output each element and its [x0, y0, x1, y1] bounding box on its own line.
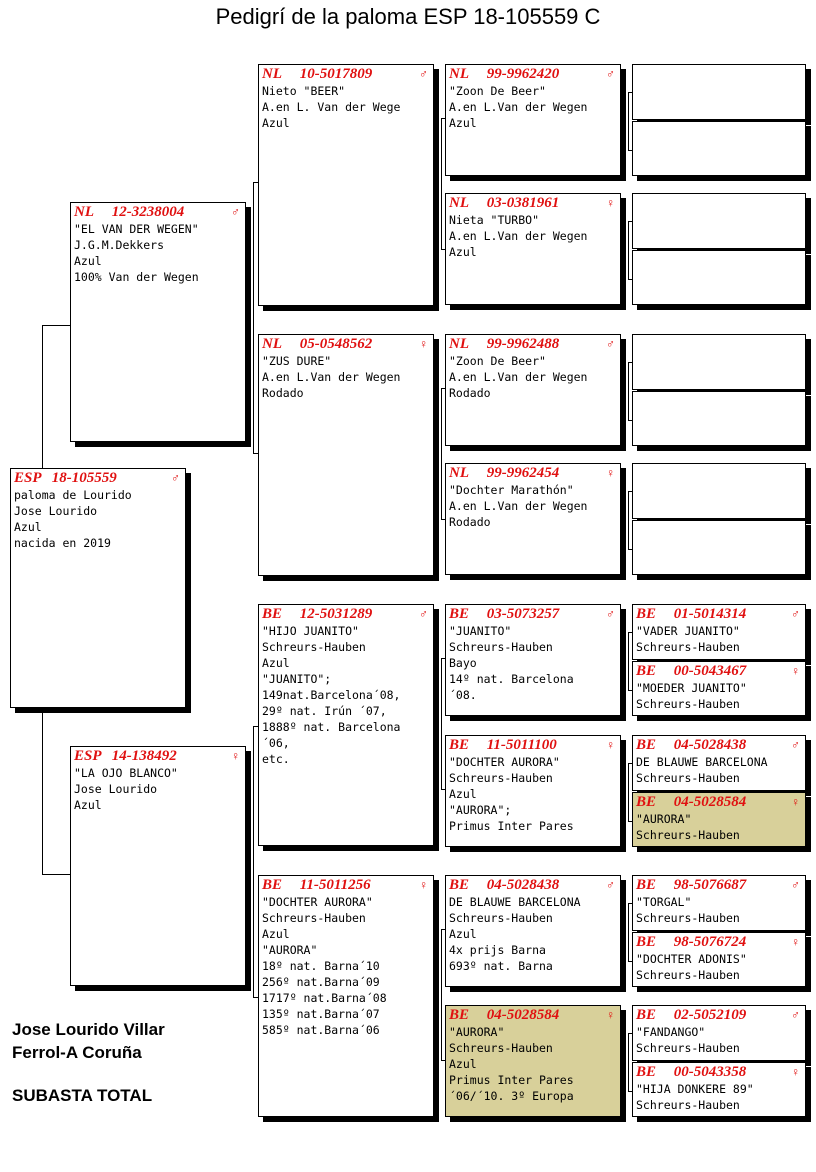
- ring-header: [636, 1007, 802, 1024]
- male-icon: ♂: [791, 878, 800, 892]
- ring-number: 04-5028438: [486, 877, 560, 893]
- pigeon-card-p8: [445, 193, 621, 305]
- male-icon: ♂: [171, 471, 180, 485]
- pigeon-card-p11: [445, 604, 621, 716]
- pigeon-detail-line: "DOCHTER AURORA": [449, 755, 560, 769]
- ring-header: [74, 748, 242, 765]
- pigeon-card-p4: [258, 334, 434, 576]
- pigeon-detail-line: "Zoon De Beer": [449, 84, 546, 98]
- ring-header: [262, 877, 430, 894]
- pigeon-detail-line: "AURORA": [262, 943, 318, 957]
- ring-header: [636, 794, 802, 811]
- ring-number: 99-9962488: [486, 336, 560, 352]
- empty-pigeon-card: [632, 391, 806, 446]
- male-icon: ♂: [419, 607, 428, 621]
- pigeon-detail-line: Schreurs-Hauben: [449, 1041, 553, 1055]
- pigeon-detail-line: A.en L.Van der Wegen: [262, 370, 401, 384]
- ring-number: 14-138492: [111, 748, 177, 764]
- pigeon-detail-line: A.en L.Van der Wegen: [449, 100, 588, 114]
- pigeon-detail-line: "AURORA": [636, 812, 692, 826]
- pigeon-detail-line: "DOCHTER AURORA": [262, 895, 373, 909]
- pigeon-detail-line: 18º nat. Barna´10: [262, 959, 380, 973]
- ring-header: [74, 204, 242, 221]
- country-code: NL: [262, 66, 282, 82]
- pigeon-card-p6: [258, 875, 434, 1117]
- pigeon-detail-line: "EL VAN DER WEGEN": [74, 222, 199, 236]
- female-icon: ♀: [606, 1008, 615, 1022]
- female-icon: ♀: [606, 466, 615, 480]
- ring-number: 98-5076724: [673, 934, 747, 950]
- pigeon-detail-line: Schreurs-Hauben: [636, 1041, 740, 1055]
- pigeon-detail-line: Schreurs-Hauben: [262, 640, 366, 654]
- pigeon-card-p28: [632, 932, 806, 987]
- ring-number: 99-9962454: [486, 465, 560, 481]
- pigeon-detail-line: Azul: [449, 1057, 477, 1071]
- pigeon-card-p14: [445, 1005, 621, 1117]
- pigeon-detail-line: "AURORA": [449, 1025, 505, 1039]
- pigeon-detail-line: ´06,: [262, 736, 290, 750]
- ring-header: [636, 737, 802, 754]
- pigeon-detail-line: 1717º nat.Barna´08: [262, 991, 387, 1005]
- country-code: NL: [262, 336, 282, 352]
- pigeon-detail-line: 4x prijs Barna: [449, 943, 546, 957]
- pigeon-detail-line: "JUANITO";: [262, 672, 332, 686]
- country-code: BE: [449, 877, 470, 893]
- ring-number: 03-5073257: [486, 606, 560, 622]
- pigeon-detail-line: Azul: [262, 116, 290, 130]
- female-icon: ♀: [606, 738, 615, 752]
- pigeon-card-p27: [632, 875, 806, 931]
- country-code: BE: [636, 737, 657, 753]
- ring-header: [449, 66, 617, 83]
- ring-header: [262, 606, 430, 623]
- pigeon-detail-line: A.en L. Van der Wege: [262, 100, 401, 114]
- country-code: BE: [262, 877, 283, 893]
- pigeon-detail-line: Schreurs-Hauben: [636, 697, 740, 711]
- female-icon: ♀: [419, 878, 428, 892]
- pigeon-detail-line: Rodado: [449, 386, 491, 400]
- pigeon-detail-line: Azul: [262, 927, 290, 941]
- female-icon: ♀: [791, 1065, 800, 1079]
- male-icon: ♂: [231, 205, 240, 219]
- pigeon-detail-line: Schreurs-Hauben: [636, 911, 740, 925]
- pigeon-card-p24: [632, 661, 806, 716]
- pigeon-detail-line: Rodado: [449, 515, 491, 529]
- pigeon-card-p30: [632, 1062, 806, 1117]
- pigeon-detail-line: 256º nat.Barna´09: [262, 975, 380, 989]
- female-icon: ♀: [791, 795, 800, 809]
- pigeon-detail-line: J.G.M.Dekkers: [74, 238, 165, 252]
- pigeon-detail-line: "HIJA DONKERE 89": [636, 1082, 754, 1096]
- ring-number: 99-9962420: [486, 66, 560, 82]
- pigeon-detail-line: nacida en 2019: [14, 536, 111, 550]
- pigeon-detail-line: "Dochter Marathón": [449, 483, 574, 497]
- ring-number: 04-5028438: [673, 737, 747, 753]
- pigeon-detail-line: ´08.: [449, 688, 477, 702]
- pigeon-card-p10: [445, 463, 621, 575]
- ring-header: [14, 470, 182, 487]
- pigeon-detail-line: 29º nat. Irún ´07,: [262, 704, 387, 718]
- ring-header: [636, 1064, 802, 1081]
- female-icon: ♀: [231, 749, 240, 763]
- ring-header: [449, 737, 617, 754]
- pigeon-detail-line: 135º nat.Barna´07: [262, 1007, 380, 1021]
- pigeon-detail-line: A.en L.Van der Wegen: [449, 229, 588, 243]
- female-icon: ♀: [791, 664, 800, 678]
- male-icon: ♂: [791, 738, 800, 752]
- pigeon-detail-line: Azul: [74, 798, 102, 812]
- pigeon-detail-line: Schreurs-Hauben: [636, 640, 740, 654]
- ring-header: [449, 195, 617, 212]
- ring-header: [636, 606, 802, 623]
- female-icon: ♀: [419, 337, 428, 351]
- pigeon-detail-line: Azul: [449, 927, 477, 941]
- pigeon-card-p23: [632, 604, 806, 660]
- pigeon-detail-line: 1888º nat. Barcelona: [262, 720, 401, 734]
- empty-pigeon-card: [632, 250, 806, 305]
- ring-number: 10-5017809: [299, 66, 373, 82]
- country-code: BE: [636, 606, 657, 622]
- empty-pigeon-card: [632, 520, 806, 575]
- pigeon-detail-line: Schreurs-Hauben: [636, 828, 740, 842]
- page-title: Pedigrí de la paloma ESP 18-105559 C: [215, 4, 601, 29]
- pigeon-detail-line: Azul: [74, 254, 102, 268]
- pigeon-detail-line: Nieta "TURBO": [449, 213, 540, 227]
- female-icon: ♀: [606, 196, 615, 210]
- country-code: ESP: [14, 470, 42, 486]
- country-code: BE: [636, 794, 657, 810]
- country-code: BE: [636, 663, 657, 679]
- pigeon-detail-line: Bayo: [449, 656, 477, 670]
- ring-number: 04-5028584: [486, 1007, 560, 1023]
- pigeon-detail-line: Schreurs-Hauben: [636, 771, 740, 785]
- pigeon-detail-line: "Zoon De Beer": [449, 354, 546, 368]
- country-code: BE: [262, 606, 283, 622]
- country-code: NL: [449, 336, 469, 352]
- pigeon-detail-line: Schreurs-Hauben: [449, 911, 553, 925]
- country-code: BE: [636, 1007, 657, 1023]
- ring-header: [262, 336, 430, 353]
- ring-number: 11-5011100: [486, 737, 557, 753]
- pigeon-detail-line: Azul: [14, 520, 42, 534]
- pigeon-detail-line: Azul: [449, 787, 477, 801]
- country-code: BE: [449, 606, 470, 622]
- pigeon-detail-line: Primus Inter Pares: [449, 819, 574, 833]
- empty-pigeon-card: [632, 193, 806, 249]
- male-icon: ♂: [606, 607, 615, 621]
- pigeon-detail-line: "ZUS DURE": [262, 354, 332, 368]
- empty-pigeon-card: [632, 121, 806, 176]
- pigeon-card-p2: [70, 746, 246, 986]
- female-icon: ♀: [791, 935, 800, 949]
- country-code: BE: [449, 1007, 470, 1023]
- ring-header: [449, 606, 617, 623]
- ring-number: 18-105559: [51, 470, 117, 486]
- male-icon: ♂: [606, 337, 615, 351]
- male-icon: ♂: [419, 67, 428, 81]
- pigeon-detail-line: "JUANITO": [449, 624, 512, 638]
- pigeon-card-p12: [445, 735, 621, 847]
- pigeon-detail-line: Schreurs-Hauben: [262, 911, 366, 925]
- pigeon-detail-line: "TORGAL": [636, 895, 692, 909]
- ring-header: [262, 66, 430, 83]
- empty-pigeon-card: [632, 334, 806, 390]
- ring-number: 03-0381961: [486, 195, 560, 211]
- pigeon-detail-line: "FANDANGO": [636, 1025, 706, 1039]
- ring-number: 11-5011256: [299, 877, 371, 893]
- ring-number: 00-5043467: [673, 663, 747, 679]
- pigeon-card-p29: [632, 1005, 806, 1061]
- pigeon-card-p7: [445, 64, 621, 176]
- pigeon-detail-line: ´06/´10. 3º Europa: [449, 1089, 574, 1103]
- ring-header: [449, 336, 617, 353]
- pigeon-detail-line: etc.: [262, 752, 290, 766]
- pigeon-detail-line: Azul: [262, 656, 290, 670]
- owner-name: Jose Lourido Villar: [12, 1020, 165, 1039]
- pigeon-detail-line: 585º nat.Barna´06: [262, 1023, 380, 1037]
- owner-location: Ferrol-A Coruña: [12, 1043, 142, 1062]
- ring-number: 12-5031289: [299, 606, 373, 622]
- pigeon-card-p1: [70, 202, 246, 442]
- pigeon-card-p25: [632, 735, 806, 791]
- pigeon-detail-line: A.en L.Van der Wegen: [449, 499, 588, 513]
- pigeon-detail-line: "DOCHTER ADONIS": [636, 952, 747, 966]
- pigeon-detail-line: "HIJO JUANITO": [262, 624, 359, 638]
- ring-number: 04-5028584: [673, 794, 747, 810]
- pigeon-detail-line: Schreurs-Hauben: [636, 968, 740, 982]
- pigeon-detail-line: "MOEDER JUANITO": [636, 681, 747, 695]
- pigeon-card-p13: [445, 875, 621, 987]
- ring-header: [636, 934, 802, 951]
- country-code: BE: [636, 1064, 657, 1080]
- male-icon: ♂: [791, 1008, 800, 1022]
- pigeon-detail-line: Azul: [449, 245, 477, 259]
- pigeon-detail-line: "VADER JUANITO": [636, 624, 740, 638]
- pigeon-detail-line: "AURORA";: [449, 803, 512, 817]
- male-icon: ♂: [606, 67, 615, 81]
- country-code: NL: [449, 195, 469, 211]
- pigeon-detail-line: Jose Lourido: [14, 504, 98, 518]
- country-code: ESP: [74, 748, 102, 764]
- country-code: NL: [74, 204, 94, 220]
- ring-header: [449, 1007, 617, 1024]
- pigeon-detail-line: 14º nat. Barcelona: [449, 672, 574, 686]
- empty-pigeon-card: [632, 64, 806, 120]
- pigeon-detail-line: Schreurs-Hauben: [449, 771, 553, 785]
- country-code: NL: [449, 465, 469, 481]
- pigeon-card-p0: [10, 468, 186, 708]
- auction-label: SUBASTA TOTAL: [12, 1086, 153, 1105]
- ring-header: [636, 663, 802, 680]
- pigeon-card-p5: [258, 604, 434, 846]
- pigeon-detail-line: DE BLAUWE BARCELONA: [636, 755, 768, 769]
- pigeon-detail-line: paloma de Lourido: [14, 488, 132, 502]
- country-code: BE: [449, 737, 470, 753]
- ring-number: 05-0548562: [299, 336, 373, 352]
- ring-number: 01-5014314: [673, 606, 747, 622]
- ring-number: 02-5052109: [673, 1007, 747, 1023]
- ring-header: [449, 465, 617, 482]
- pigeon-detail-line: Primus Inter Pares: [449, 1073, 574, 1087]
- pigeon-detail-line: Nieto "BEER": [262, 84, 346, 98]
- pigeon-detail-line: 693º nat. Barna: [449, 959, 553, 973]
- ring-header: [636, 877, 802, 894]
- ring-header: [449, 877, 617, 894]
- pigeon-detail-line: DE BLAUWE BARCELONA: [449, 895, 581, 909]
- empty-pigeon-card: [632, 463, 806, 519]
- pigeon-detail-line: Jose Lourido: [74, 782, 158, 796]
- ring-number: 12-3238004: [111, 204, 185, 220]
- pigeon-detail-line: "LA OJO BLANCO": [74, 766, 178, 780]
- pigeon-detail-line: Schreurs-Hauben: [636, 1098, 740, 1112]
- male-icon: ♂: [791, 607, 800, 621]
- pigeon-detail-line: 149nat.Barcelona´08,: [262, 688, 401, 702]
- pigeon-detail-line: A.en L.Van der Wegen: [449, 370, 588, 384]
- pigeon-detail-line: Schreurs-Hauben: [449, 640, 553, 654]
- pigeon-card-p3: [258, 64, 434, 306]
- pigeon-detail-line: 100% Van der Wegen: [74, 270, 199, 284]
- pigeon-card-p9: [445, 334, 621, 446]
- pigeon-card-p26: [632, 792, 806, 847]
- ring-number: 00-5043358: [673, 1064, 747, 1080]
- country-code: BE: [636, 934, 657, 950]
- country-code: NL: [449, 66, 469, 82]
- pigeon-detail-line: Rodado: [262, 386, 304, 400]
- pigeon-detail-line: Azul: [449, 116, 477, 130]
- ring-number: 98-5076687: [673, 877, 747, 893]
- country-code: BE: [636, 877, 657, 893]
- male-icon: ♂: [606, 878, 615, 892]
